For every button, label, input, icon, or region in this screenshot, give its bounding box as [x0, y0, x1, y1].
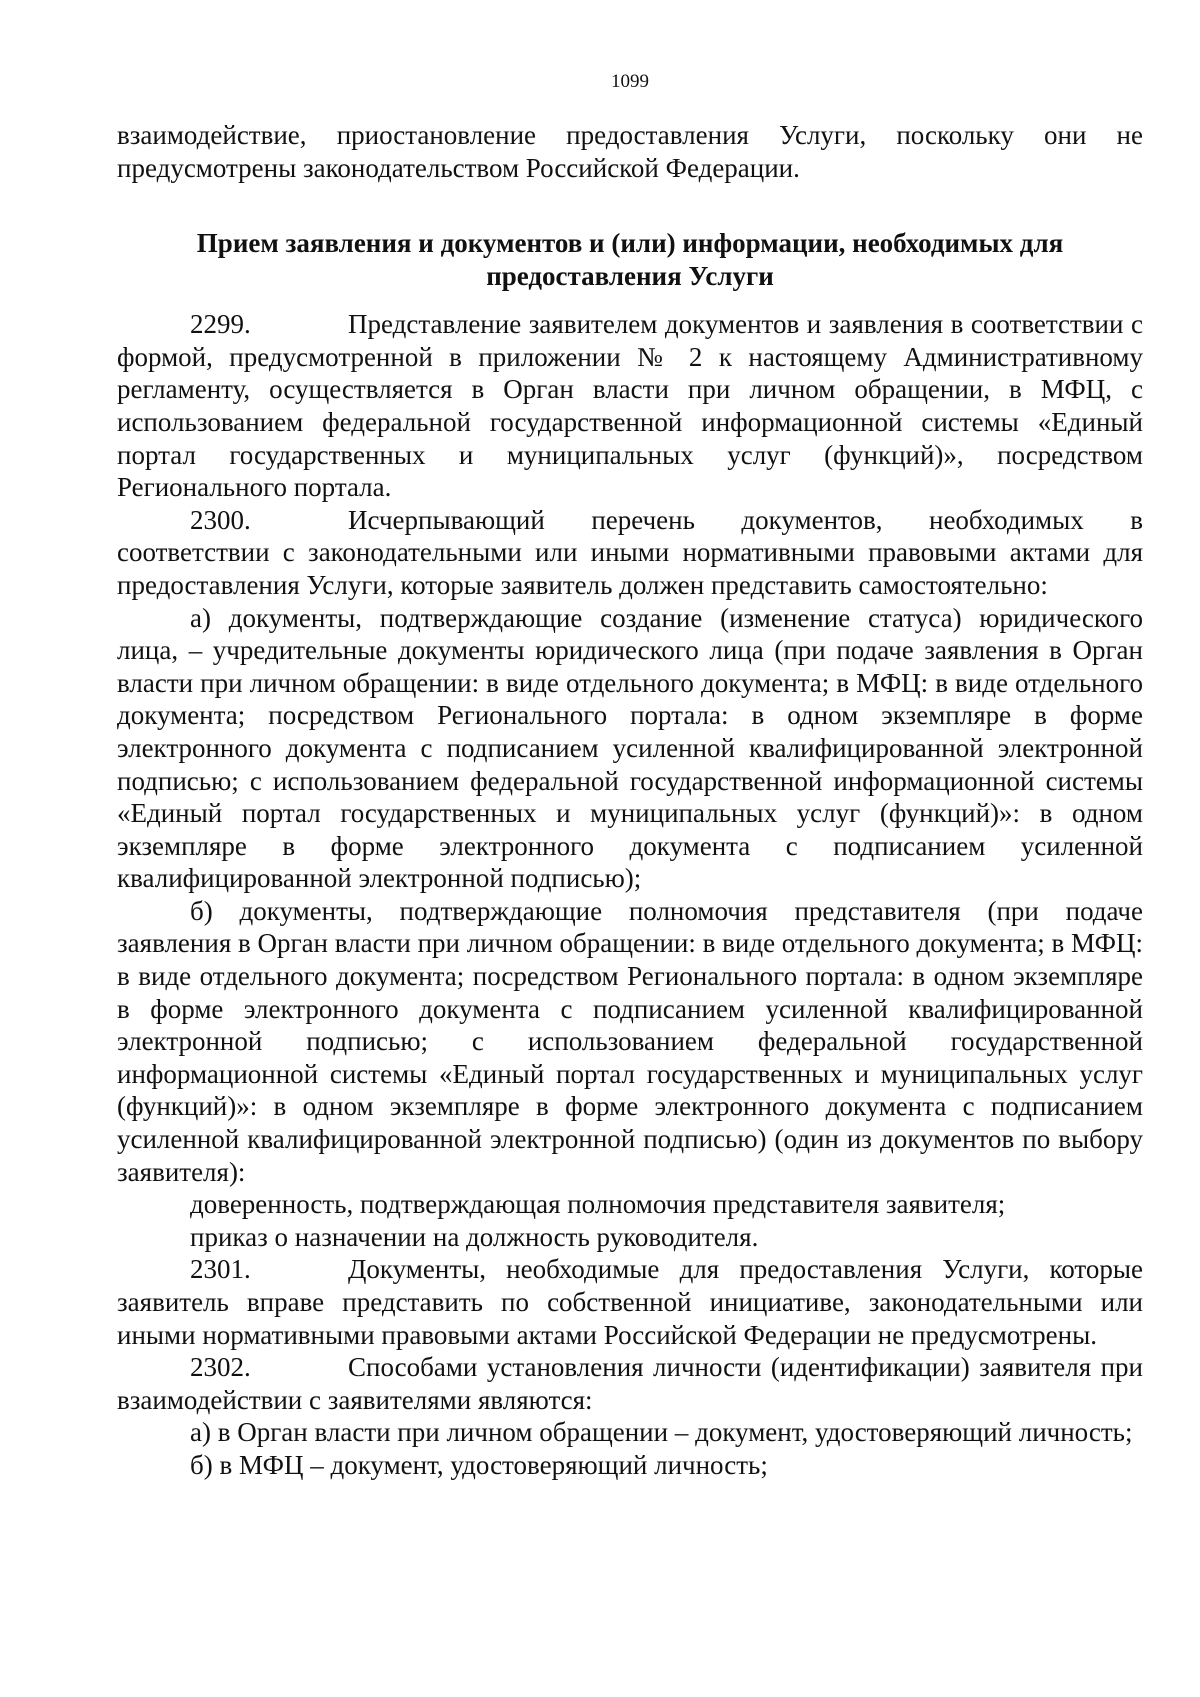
paragraph-text: Способами установления личности (идентификации) заявителя при взаимодействии с заявителями являются: [117, 1352, 1143, 1415]
list-item-power-of-attorney: доверенность, подтверждающая полномочия представителя заявителя; [190, 1189, 1006, 1220]
section-heading-line-2: предоставления Услуги [486, 261, 774, 292]
paragraph-2300 [117, 504, 1143, 602]
paragraph-2301 [117, 1253, 1143, 1351]
paragraph-text: Исчерпывающий перечень документов, необходимых в соответствии с законодательными или иными нормативными правовыми актами для предоставления Услуги, которые заявитель должен представить самостоятельно: [117, 504, 1143, 600]
paragraph-text: Представление заявителем документов и заявления в соответствии с формой, предусмотренной в приложении № 2 к настоящему Административному регламенту, осуществляется в Орган власти при личном обращении, в МФЦ, с использованием федеральной государственной информационной системы «Единый портал государственных и муниципальных услуг (функций)», посредством Регионального портала. [117, 309, 1143, 503]
list-item-a-founding-documents: а) документы, подтверждающие создание (изменение статуса) юридического лица, – учредительные документы юридического лица (при подаче заявления в Орган власти при личном обращении: в виде отдельного документа; в МФЦ: в виде отдельного документа; посредством Регионального портала: в одном экземпляре в форме электронного документа с подписанием усиленной квалифицированной электронной подписью; с использованием федеральной государственной информационной системы «Единый портал государственных и муниципальных услуг (функций)»: в одном экземпляре в форме электронного документа с подписанием усиленной квалифицированной электронной подписью); [117, 602, 1143, 894]
paragraph-2302 [117, 1351, 1143, 1416]
paragraph-number: 2300. [190, 504, 251, 535]
page-number: 1099 [611, 71, 649, 92]
section-heading [117, 227, 1143, 293]
list-item-appointment-order: приказ о назначении на должность руководителя. [190, 1221, 759, 1252]
paragraph-number: 2301. [190, 1254, 251, 1285]
paragraph-2299 [117, 308, 1143, 504]
paragraph-number: 2299. [190, 309, 251, 340]
document-body [117, 119, 1143, 1482]
list-item-a-authority-office: а) в Орган власти при личном обращении – документ, удостоверяющий личность; [190, 1417, 1133, 1448]
list-item-b-authority-documents: б) документы, подтверждающие полномочия представителя (при подаче заявления в Орган власти при личном обращении: в виде отдельного документа; в МФЦ: в виде отдельного документа; посредством Регионального портала: в одном экземпляре в форме электронного документа с подписанием усиленной квалифицированной электронной подписью; с использованием федеральной государственной информационной системы «Единый портал государственных и муниципальных услуг (функций)»: в одном экземпляре в форме электронного документа с подписанием усиленной квалифицированной электронной подписью) (один из документов по выбору заявителя): [117, 895, 1143, 1187]
section-heading-line-1: Прием заявления и документов и (или) информации, необходимых для [196, 228, 1064, 259]
paragraph-number: 2302. [190, 1352, 251, 1383]
paragraph-text: Документы, необходимые для предоставления Услуги, которые заявитель вправе представить по собственной инициативе, законодательными или иными нормативными правовыми актами Российской Федерации не предусмотрены. [117, 1254, 1143, 1350]
continuation-paragraph: взаимодействие, приостановление предоставления Услуги, поскольку они не предусмотрены законодательством Российской Федерации. [117, 120, 1143, 183]
list-item-b-mfc: б) в МФЦ – документ, удостоверяющий личность; [190, 1449, 768, 1480]
